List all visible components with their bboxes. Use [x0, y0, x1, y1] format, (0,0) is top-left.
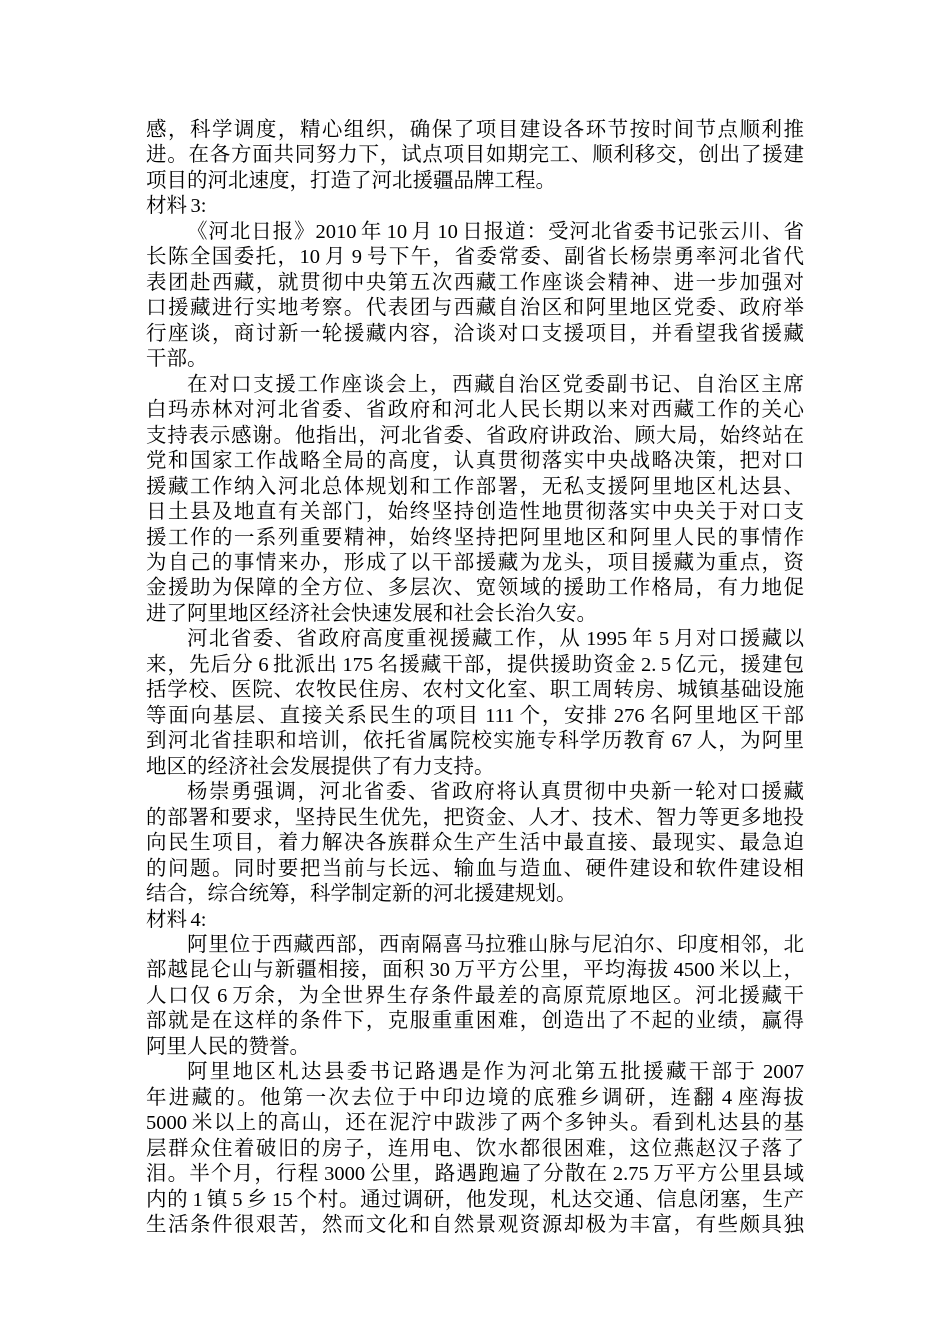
section-heading: 材料 3:: [146, 195, 207, 218]
text-line: 表团赴西藏，就贯彻中央第五次西藏工作座谈会精神、进一步加强对: [146, 271, 804, 294]
text-line: 到河北省挂职和培训，依托省属院校实施专科学历教育 67 人，为阿里: [146, 730, 804, 753]
text-line: 阿里人民的赞誉。: [146, 1035, 310, 1058]
paragraph: [146, 627, 804, 780]
text-line: 白玛赤林对河北省委、省政府和河北人民长期以来对西藏工作的关心: [146, 399, 804, 422]
text-line: 进了阿里地区经济社会快速发展和社会长治久安。: [146, 602, 597, 625]
text-line: 的问题。同时要把当前与长远、输血与造血、硬件建设和软件建设相: [146, 857, 804, 880]
paragraph: [146, 373, 804, 628]
text-line: 金援助为保障的全方位、多层次、宽领域的援助工作格局，有力地促: [146, 577, 804, 600]
text-line: 杨崇勇强调，河北省委、省政府将认真贯彻中央新一轮对口援藏: [187, 781, 804, 804]
text-line: 援藏工作纳入河北总体规划和工作部署，无私支援阿里地区札达县、: [146, 475, 804, 498]
text-line: 行座谈，商讨新一轮援藏内容，洽谈对口支援项目，并看望我省援藏: [146, 322, 804, 345]
text-line: 人口仅 6 万余，为全世界生存条件最差的高原荒原地区。河北援藏干: [146, 984, 804, 1007]
text-line: 括学校、医院、农牧民住房、农村文化室、职工周转房、城镇基础设施: [146, 679, 804, 702]
section-heading: 材料 4:: [146, 908, 207, 931]
text-line: 阿里地区札达县委书记路遇是作为河北第五批援藏干部于 2007: [187, 1061, 804, 1084]
text-line: 援工作的一系列重要精神，始终坚持把阿里地区和阿里人民的事情作: [146, 526, 804, 549]
text-line: 部就是在这样的条件下，克服重重困难，创造出了不起的业绩，赢得: [146, 1010, 804, 1033]
paragraph: [146, 220, 804, 373]
text-line: 阿里位于西藏西部，西南隔喜马拉雅山脉与尼泊尔、印度相邻，北: [187, 934, 804, 956]
document-body: [146, 118, 804, 1239]
text-line: 的部署和要求，坚持民生优先，把资金、人才、技术、智力等更多地投: [146, 806, 804, 829]
paragraph: [146, 118, 804, 194]
paragraph: [146, 780, 804, 907]
paragraph: [146, 1060, 804, 1238]
text-line: 口援藏进行实地考察。代表团与西藏自治区和阿里地区党委、政府举: [146, 297, 804, 320]
text-line: 党和国家工作战略全局的高度，认真贯彻落实中央战略决策，把对口: [146, 450, 804, 473]
text-line: 层群众住着破旧的房子，连用电、饮水都很困难，这位燕赵汉子落了: [146, 1137, 804, 1160]
text-line: 长陈全国委托，10 月 9 号下午，省委常委、副省长杨崇勇率河北省代: [146, 246, 804, 269]
text-line: 为自己的事情来办，形成了以干部援藏为龙头，项目援藏为重点，资: [146, 551, 804, 574]
text-line: 年进藏的。他第一次去位于中印边境的底雅乡调研，连翻 4 座海拔: [146, 1086, 804, 1109]
text-line: 泪。半个月，行程 3000 公里，路遇跑遍了分散在 2.75 万平方公里县域: [146, 1163, 804, 1186]
text-line: 进。在各方面共同努力下，试点项目如期完工、顺利移交，创出了援建: [146, 144, 804, 167]
text-line: 部越昆仑山与新疆相接，面积 30 万平方公里，平均海拔 4500 米以上，: [146, 959, 804, 982]
text-line: 项目的河北速度，打造了河北援疆品牌工程。: [146, 169, 556, 192]
text-line: 向民生项目，着力解决各族群众生产生活中最直接、最现实、最急迫: [146, 832, 804, 855]
text-line: 河北省委、省政府高度重视援藏工作，从 1995 年 5 月对口援藏以: [187, 628, 804, 651]
text-line: 支持表示感谢。他指出，河北省委、省政府讲政治、顾大局，始终站在: [146, 424, 804, 447]
text-line: 在对口支援工作座谈会上，西藏自治区党委副书记、自治区主席: [187, 373, 804, 396]
text-line: 日土县及地直有关部门，始终坚持创造性地贯彻落实中央关于对口支: [146, 501, 804, 524]
text-line: 内的 1 镇 5 乡 15 个村。通过调研，他发现，札达交通、信息闭塞，生产: [146, 1188, 804, 1211]
paragraph: [146, 933, 804, 1060]
text-line: 来，先后分 6 批派出 175 名援藏干部，提供援助资金 2. 5 亿元，援建包: [146, 653, 804, 676]
text-line: 5000 米以上的高山，还在泥泞中跋涉了两个多钟头。看到札达县的基: [146, 1112, 804, 1135]
text-line: 地区的经济社会发展提供了有力支持。: [146, 755, 495, 778]
text-line: 等面向基层、直接关系民生的项目 111 个，安排 276 名阿里地区干部: [146, 704, 804, 727]
text-line: 干部。: [146, 348, 208, 371]
text-line: 感，科学调度，精心组织，确保了项目建设各环节按时间节点顺利推: [146, 119, 804, 141]
text-line: 结合，综合统筹，科学制定新的河北援建规划。: [146, 883, 577, 906]
text-line: 《河北日报》2010 年 10 月 10 日报道：受河北省委书记张云川、省: [187, 220, 804, 243]
text-line: 生活条件很艰苦，然而文化和自然景观资源却极为丰富，有些颇具独: [146, 1214, 804, 1237]
